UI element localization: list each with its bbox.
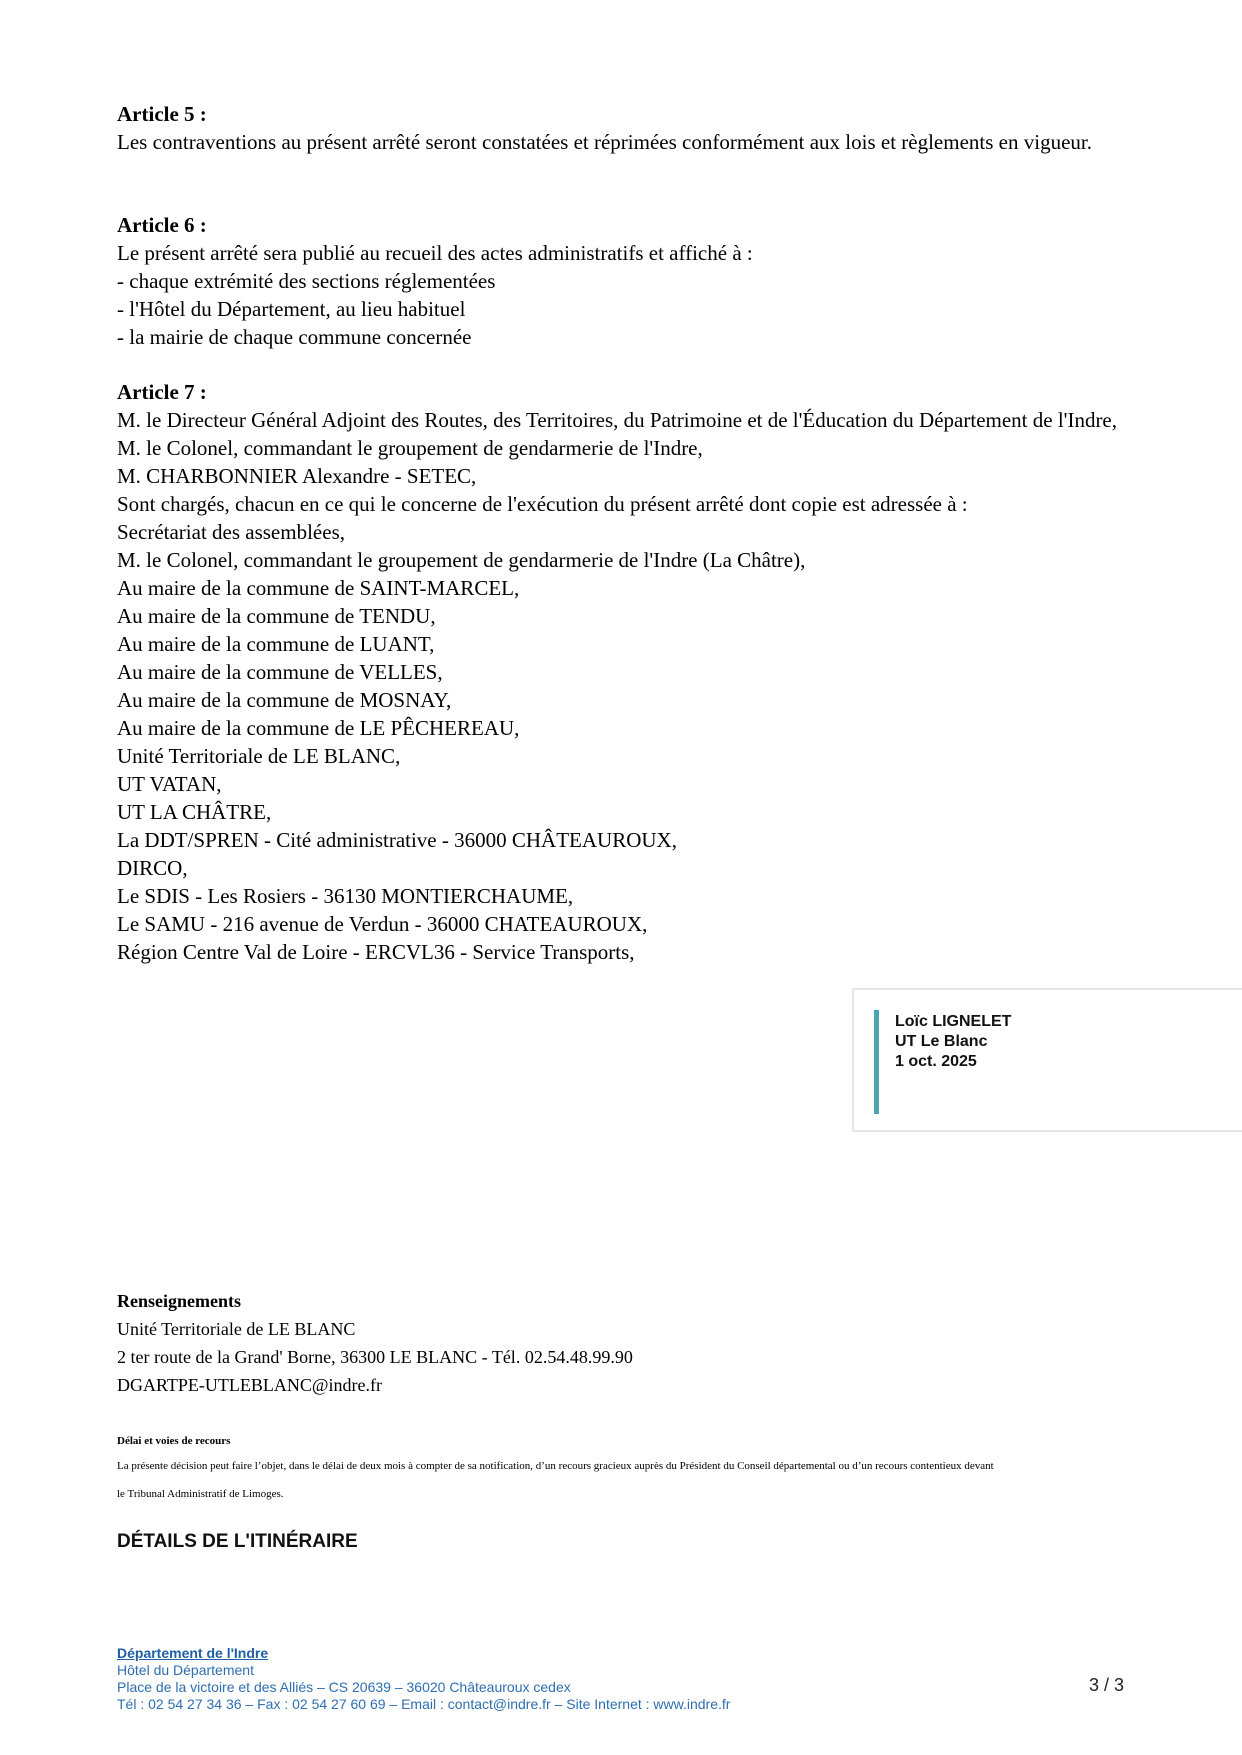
article-7-line: La DDT/SPREN - Cité administrative - 36000 CHÂTEAUROUX, [117, 828, 677, 852]
footer-line: Tél : 02 54 27 34 36 – Fax : 02 54 27 60 69 – Email : contact@indre.fr – Site Internet : www.indre.fr [117, 1696, 731, 1712]
article-6 [117, 211, 1125, 351]
article-7-line: M. le Colonel, commandant le groupement de gendarmerie de l'Indre (La Châtre), [117, 548, 806, 572]
article-7-line: Au maire de la commune de TENDU, [117, 604, 436, 628]
article-7-line: Au maire de la commune de LE PÊCHEREAU, [117, 716, 520, 740]
article-7-line: Région Centre Val de Loire - ERCVL36 - Service Transports, [117, 940, 635, 964]
signature-text [895, 1012, 1011, 1072]
article-5-heading: Article 5 : [117, 102, 207, 126]
article-6-line: - chaque extrémité des sections réglementées [117, 269, 496, 293]
recours-heading: Délai et voies de recours [117, 1435, 231, 1447]
article-7-line: DIRCO, [117, 856, 188, 880]
article-7-line: Au maire de la commune de MOSNAY, [117, 688, 452, 712]
renseignements-heading: Renseignements [117, 1291, 241, 1311]
page-footer [117, 1645, 730, 1713]
article-6-line: - la mairie de chaque commune concernée [117, 325, 472, 349]
signature-accent-bar [874, 1010, 879, 1114]
article-7-line: Au maire de la commune de LUANT, [117, 632, 435, 656]
article-7-line: Le SDIS - Les Rosiers - 36130 MONTIERCHAUME, [117, 884, 574, 908]
signature-name: Loïc LIGNELET [895, 1013, 1012, 1030]
footer-department-link[interactable]: Département de l'Indre [117, 1645, 269, 1661]
article-7-line: Le SAMU - 216 avenue de Verdun - 36000 CHATEAUROUX, [117, 912, 648, 936]
footer-line: Place de la victoire et des Alliés – CS 20639 – 36020 Châteauroux cedex [117, 1679, 571, 1695]
article-6-heading: Article 6 : [117, 213, 207, 237]
article-7-line: M. CHARBONNIER Alexandre - SETEC, [117, 464, 477, 488]
article-7-line: Sont chargés, chacun en ce qui le concerne de l'exécution du présent arrêté dont copie est adressée à : [117, 492, 968, 516]
signature-box [852, 988, 1242, 1132]
article-7-line: Unité Territoriale de LE BLANC, [117, 744, 401, 768]
itinerary-section [117, 1531, 1125, 1553]
article-7-line: Au maire de la commune de VELLES, [117, 660, 443, 684]
page-number: 3 / 3 [1088, 1675, 1124, 1695]
renseignements-line: DGARTPE-UTLEBLANC@indre.fr [117, 1375, 382, 1395]
signature-date: 1 oct. 2025 [895, 1053, 977, 1070]
article-7-line: UT LA CHÂTRE, [117, 800, 272, 824]
article-7-line: UT VATAN, [117, 772, 222, 796]
article-7-line: Secrétariat des assemblées, [117, 520, 345, 544]
recours-text-line1: La présente décision peut faire l’objet, dans le délai de deux mois à compter de sa notification, d’un recours gracieux auprès du Président du Conseil départemental ou d’un recours contentieux devant [117, 1460, 994, 1472]
footer-line: Hôtel du Département [117, 1662, 254, 1678]
renseignements-section [117, 1287, 1125, 1399]
renseignements-line: 2 ter route de la Grand' Borne, 36300 LE BLANC - Tél. 02.54.48.99.90 [117, 1347, 633, 1367]
itinerary-title: DÉTAILS DE L'ITINÉRAIRE [117, 1531, 358, 1552]
article-6-line: - l'Hôtel du Département, au lieu habituel [117, 297, 466, 321]
article-7-intro: M. le Directeur Général Adjoint des Routes, des Territoires, du Patrimoine et de l'Éducation du Département de l'Indre, [117, 408, 1118, 432]
signature-unit: UT Le Blanc [895, 1033, 988, 1050]
article-7-heading: Article 7 : [117, 380, 207, 404]
recours-text-line2: le Tribunal Administratif de Limoges. [117, 1488, 284, 1500]
renseignements-line: Unité Territoriale de LE BLANC [117, 1319, 356, 1339]
article-7 [117, 378, 1125, 966]
article-5 [117, 100, 1125, 156]
article-7-line: M. le Colonel, commandant le groupement de gendarmerie de l'Indre, [117, 436, 703, 460]
article-7-line: Au maire de la commune de SAINT-MARCEL, [117, 576, 520, 600]
article-6-line: Le présent arrêté sera publié au recueil des actes administratifs et affiché à : [117, 241, 753, 265]
recours-section [117, 1434, 1125, 1508]
article-5-text: Les contraventions au présent arrêté seront constatées et réprimées conformément aux lois et règlements en vigueur. [117, 130, 1092, 154]
